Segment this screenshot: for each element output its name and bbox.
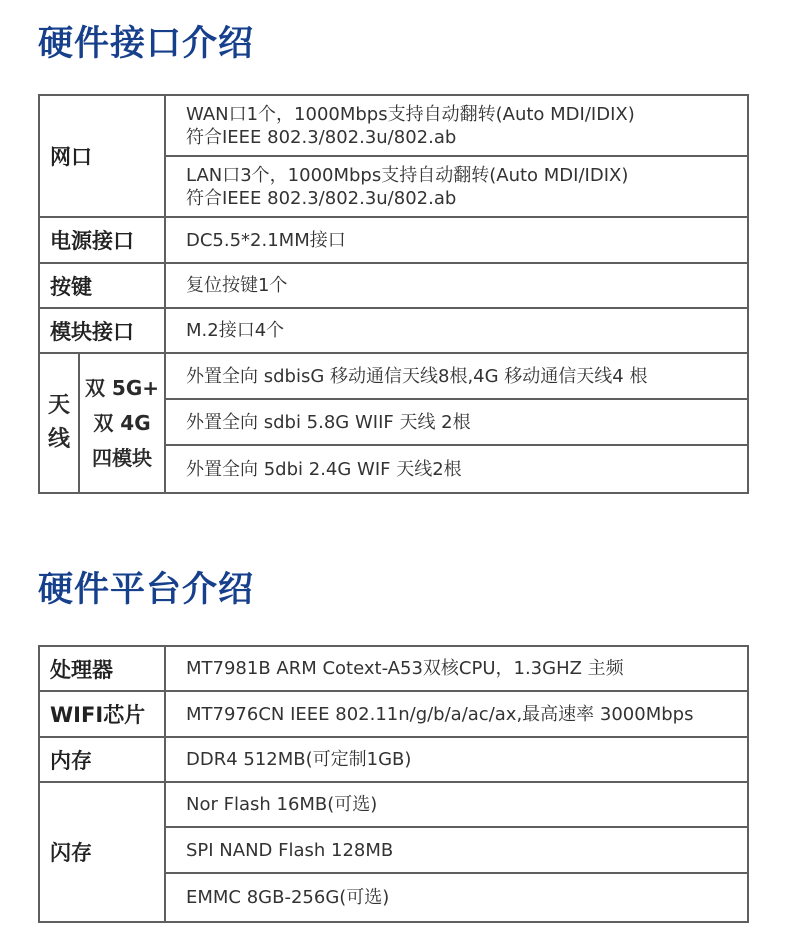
table-row (39, 737, 748, 782)
processor-value: MT7981B ARM Cotext-A53双核CPU，1.3GHZ 主频 (165, 646, 748, 691)
platform-table (38, 645, 749, 923)
antenna-sub-line-3: 四模块 (92, 445, 152, 470)
table-row (39, 646, 748, 691)
module-label: 模块接口 (39, 308, 165, 353)
interface-table (38, 94, 749, 494)
flash-value-1: Nor Flash 16MB(可选) (165, 782, 748, 827)
power-label: 电源接口 (39, 217, 165, 263)
wifi-label: WIFI芯片 (39, 691, 165, 737)
wan-line-2: 符合IEEE 802.3/802.3u/802.ab (186, 126, 457, 148)
flash-value-3: EMMC 8GB-256G(可选) (165, 873, 748, 922)
wifi-value: MT7976CN IEEE 802.11n/g/b/a/ac/ax,最高速率 3000Mbps (165, 691, 748, 737)
antenna-label-char-1: 天 (47, 393, 70, 418)
lan-port-spec (165, 156, 748, 217)
processor-label: 处理器 (39, 646, 165, 691)
table-row (39, 95, 748, 156)
flash-label: 闪存 (39, 782, 165, 922)
flash-value-2: SPI NAND Flash 128MB (165, 827, 748, 873)
lan-line-1: LAN口3个，1000Mbps支持自动翻转(Auto MDI/IDIX) (186, 164, 629, 186)
antenna-sub-line-1: 双 5G+ (84, 375, 160, 400)
button-label: 按键 (39, 263, 165, 308)
antenna-value-3: 外置全向 5dbi 2.4G WIF 天线2根 (165, 445, 748, 493)
interface-section-title: 硬件接口介绍 (38, 24, 255, 64)
table-row (39, 353, 748, 399)
module-value: M.2接口4个 (165, 308, 748, 353)
table-row (39, 691, 748, 737)
network-label: 网口 (39, 95, 165, 217)
antenna-value-2: 外置全向 sdbi 5.8G WIIF 天线 2根 (165, 399, 748, 445)
antenna-sub-line-2: 双 4G (93, 410, 151, 435)
memory-value: DDR4 512MB(可定制1GB) (165, 737, 748, 782)
antenna-label-char-2: 线 (47, 427, 70, 452)
lan-line-2: 符合IEEE 802.3/802.3u/802.ab (186, 187, 457, 209)
antenna-sub-label (79, 353, 165, 493)
button-value: 复位按键1个 (165, 263, 748, 308)
antenna-label (39, 353, 79, 493)
wan-line-1: WAN口1个，1000Mbps支持自动翻转(Auto MDI/IDIX) (186, 103, 635, 125)
antenna-value-1: 外置全向 sdbisG 移动通信天线8根,4G 移动通信天线4 根 (165, 353, 748, 399)
table-row (39, 308, 748, 353)
memory-label: 内存 (39, 737, 165, 782)
table-row (39, 263, 748, 308)
platform-section-title: 硬件平台介绍 (38, 570, 255, 610)
table-row (39, 782, 748, 827)
wan-port-spec (165, 95, 748, 156)
power-value: DC5.5*2.1MM接口 (165, 217, 748, 263)
table-row (39, 217, 748, 263)
